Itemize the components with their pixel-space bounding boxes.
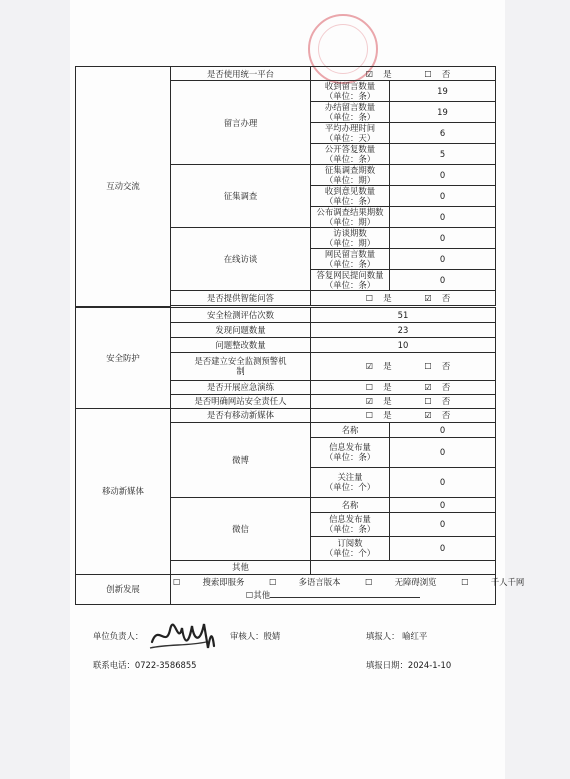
item-label: 办结留言数量 （单位：条） [311, 102, 390, 123]
row-value: 51 [311, 307, 496, 322]
checkbox-checked-icon[interactable]: ☑ [365, 396, 374, 406]
group-weibo: 微博 [171, 422, 311, 497]
checkbox-unchecked-icon[interactable]: ☐ [365, 577, 373, 587]
handwritten-signature [148, 618, 218, 654]
statistics-table [75, 66, 525, 605]
row-label: 问题整改数量 [171, 337, 311, 352]
filler: 填报人： 喻红平 [366, 631, 428, 641]
row-label: 发现问题数量 [171, 322, 311, 337]
item-value: 0 [390, 467, 496, 497]
row-label: 是否开展应急演练 [171, 380, 311, 394]
item-label: 平均办理时间 （单位：天） [311, 123, 390, 144]
checkbox-checked-icon[interactable]: ☑ [424, 382, 432, 392]
checkbox-unchecked-icon[interactable]: ☐ [173, 577, 181, 587]
group-wechat: 微信 [171, 497, 311, 560]
item-label: 答复网民提问数量 （单位：条） [311, 270, 390, 291]
category-security: 安全防护 [76, 307, 171, 408]
row-value [311, 560, 496, 574]
category-mobile: 移动新媒体 [76, 408, 171, 574]
item-label: 订阅数 （单位：个） [311, 536, 390, 560]
scan-shadow-left [0, 0, 70, 779]
table-row [76, 408, 496, 422]
item-value: 0 [390, 186, 496, 207]
item-label: 网民留言数量 （单位：条） [311, 249, 390, 270]
checkbox-unchecked-icon[interactable]: ☐ [461, 577, 469, 587]
group-interview: 在线访谈 [171, 228, 311, 291]
row-label: 是否提供智能问答 [171, 291, 311, 306]
yes-no-options: ☑ 是 ☐ 否 [311, 352, 496, 380]
checkbox-unchecked-icon[interactable]: ☐ [245, 590, 254, 600]
row-value: 23 [311, 322, 496, 337]
item-value: 0 [390, 497, 496, 512]
item-value: 0 [390, 536, 496, 560]
item-label: 征集调查期数 （单位：期） [311, 165, 390, 186]
table-row [76, 574, 496, 604]
group-survey: 征集调查 [171, 165, 311, 228]
item-label: 信息发布量 （单位：条） [311, 437, 390, 467]
item-value: 6 [390, 123, 496, 144]
category-interaction: 互动交流 [76, 67, 171, 307]
item-label: 公开答复数量 （单位：条） [311, 144, 390, 165]
row-label: 是否建立安全监测预警机 制 [171, 352, 311, 380]
checkbox-unchecked-icon[interactable]: ☐ [269, 577, 277, 587]
checkbox-unchecked-icon[interactable]: ☐ [424, 361, 432, 371]
item-value: 0 [390, 422, 496, 437]
checkbox-unchecked-icon[interactable]: ☐ [365, 382, 374, 392]
row-label: 其他 [171, 560, 311, 574]
reviewer: 审核人：殷婧 [230, 631, 281, 641]
checkbox-checked-icon[interactable]: ☑ [424, 410, 432, 420]
scan-shadow-right [505, 0, 570, 779]
item-label: 关注量 （单位：个） [311, 467, 390, 497]
innovation-options: ☐ 搜索即服务 ☐ 多语言版本 ☐ 无障碍浏览 ☐ 千人千网 ☐其他 [171, 574, 496, 604]
category-innovation: 创新发展 [76, 574, 171, 604]
yes-no-options: ☑ 是 ☐ 否 [311, 67, 496, 81]
checkbox-unchecked-icon[interactable]: ☐ [365, 410, 374, 420]
checkbox-checked-icon[interactable]: ☑ [365, 68, 374, 79]
item-value: 0 [390, 270, 496, 291]
row-label: 是否明确网站安全责任人 [171, 394, 311, 408]
row-label: 安全检测评估次数 [171, 307, 311, 322]
yes-no-options: ☐ 是 ☑ 否 [311, 291, 496, 306]
checkbox-unchecked-icon[interactable]: ☐ [424, 68, 432, 79]
checkbox-checked-icon[interactable]: ☑ [424, 293, 432, 303]
checkbox-unchecked-icon[interactable]: ☐ [424, 396, 432, 406]
yes-no-options: ☐ 是 ☑ 否 [311, 408, 496, 422]
checkbox-checked-icon[interactable]: ☑ [365, 361, 374, 371]
item-value: 0 [390, 207, 496, 228]
yes-no-options: ☑ 是 ☐ 否 [311, 394, 496, 408]
item-value: 0 [390, 165, 496, 186]
item-label: 名称 [311, 422, 390, 437]
row-label: 是否使用统一平台 [171, 67, 311, 81]
row-label: 是否有移动新媒体 [171, 408, 311, 422]
item-value: 0 [390, 437, 496, 467]
row-value: 10 [311, 337, 496, 352]
yes-no-options: ☐ 是 ☑ 否 [311, 380, 496, 394]
leader-label: 单位负责人： [93, 631, 144, 641]
item-value: 0 [390, 228, 496, 249]
checkbox-unchecked-icon[interactable]: ☐ [365, 293, 374, 303]
item-label: 名称 [311, 497, 390, 512]
table-row [76, 67, 496, 81]
contact-phone: 联系电话：0722-3586855 [93, 660, 197, 670]
other-label: 其他 [253, 590, 271, 600]
item-value: 19 [390, 102, 496, 123]
other-input-line[interactable] [270, 589, 420, 598]
table-row [76, 307, 496, 322]
item-value: 5 [390, 144, 496, 165]
item-value: 0 [390, 512, 496, 536]
item-value: 0 [390, 249, 496, 270]
item-label: 公布调查结果期数 （单位：期） [311, 207, 390, 228]
fill-date: 填报日期：2024-1-10 [366, 660, 452, 670]
item-label: 访谈期数 （单位：期） [311, 228, 390, 249]
item-label: 收到留言数量 （单位：条） [311, 81, 390, 102]
group-message-handling: 留言办理 [171, 81, 311, 165]
item-value: 19 [390, 81, 496, 102]
item-label: 信息发布量 （单位：条） [311, 512, 390, 536]
item-label: 收到意见数量 （单位：条） [311, 186, 390, 207]
